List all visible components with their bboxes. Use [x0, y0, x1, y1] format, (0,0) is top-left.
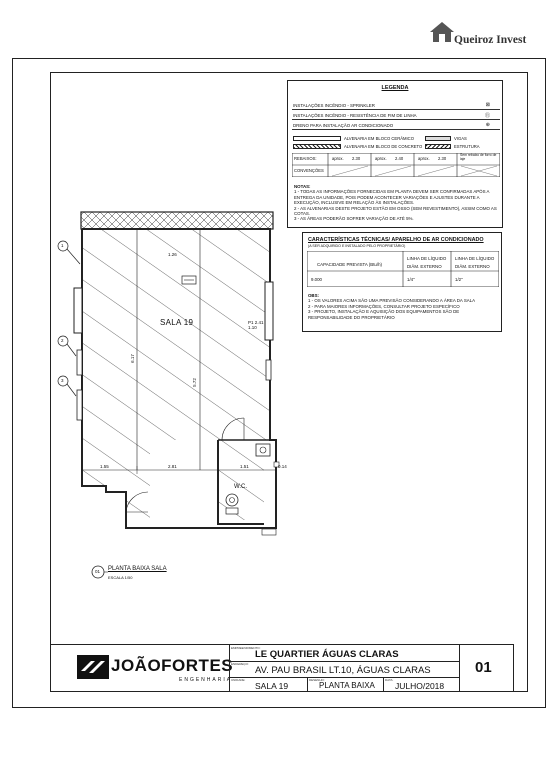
sink-icon [256, 444, 270, 456]
project-address: AV. PAU BRASIL LT.10, ÁGUAS CLARAS [255, 665, 431, 676]
ac-capacity: 9.000 [311, 277, 322, 282]
dim-wc-side: 0.14 [278, 464, 287, 469]
pillar-right [265, 282, 273, 340]
window-left-2 [77, 350, 82, 375]
plan-caption: PLANTA BAIXA SALA [108, 566, 167, 572]
title-block: JOÃOFORTES ENGENHARIA EMPREENDIMENTO: ENDEREÇO: UNIDADE: DESENHO: DATA: LE QUARTIER ÁGUAS CLARAS AV. PAU BRASIL LT.10, ÁGUAS CLARAS SALA 19 PLANTA BAIXA JULHO/2018 01 [50, 644, 514, 692]
structure-band [81, 212, 273, 229]
ac-title: CARACTERÍSTICAS TÉCNICAS/ APARELHO DE AR CONDICIONADO [308, 237, 484, 243]
dim-bottom-b: 2.81 [168, 464, 177, 469]
wc-label: W.C. [234, 484, 247, 490]
legend-row-dreno: DRENO PARA INSTALAÇÃO AR CONDICIONADO ⊕ [292, 121, 500, 130]
date-label: JULHO/2018 [395, 681, 445, 691]
dim-bottom-c: 1.51 [240, 464, 249, 469]
joaofortes-logo: JOÃOFORTES ENGENHARIA [77, 655, 217, 685]
ac-notes: OBS: 1 - OS VALORES ACIMA SÃO UMA PREVISÃO CONSIDERANDO A ÁREA DA SALA 2 - PARA MAIORES INFORMAÇÕES, CONSULTAR PROJETO ESPECÍFICO 3 - PROJETO, INSTALAÇÃO E AQUISIÇÃO DOS EQUIPAMENTOS SÃO DE RESPONSABILIDADE DO PROPRIETÁRIO [308, 293, 476, 320]
convencoes-label: CONVENÇÕES [294, 168, 324, 173]
joaofortes-logo-icon [77, 655, 109, 679]
room-hatch [82, 229, 270, 525]
ac-spec-box: CARACTERÍSTICAS TÉCNICAS/ APARELHO DE AR CONDICIONADO (A SER ADQUIRIDO E INSTALADO PELO PROPRIETÁRIO) CAPACIDADE PREVISTA (Btu/h) LINHA DE LÍQUIDO LINHA DE LÍQUIDO DIÂM. EXTERNO DIÂM. EXTERNO 9.000 1/4" 1/2" OBS: 1 - OS VALORES ACIMA SÃO UMA PREVISÃO CONSIDERANDO A ÁREA DA SALA 2 - PARA MAIORES INFORMAÇÕES, CONSULTAR PROJETO ESPECÍFICO 3 - PROJETO, INSTALAÇÃO E AQUISIÇÃO DOS EQUIPAMENTOS SÃO DE RESPONSABILIDADE DO PROPRIETÁRIO [302, 232, 502, 332]
sheet-number: 01 [475, 659, 492, 676]
unit-label: SALA 19 [255, 681, 289, 691]
sprinkler-icon: ⊠ [485, 102, 490, 108]
resistance-icon: Ⓡ [484, 113, 490, 119]
frame-right [266, 360, 271, 380]
dim-center: 5.72 [191, 378, 197, 387]
swatch-bloco-ceramico [293, 136, 341, 141]
rebaixos-label: REBAIXOS: [294, 156, 317, 161]
legend-row-sprinkler: INSTALAÇÕES INCÊNDIO - SPRINKLER ⊠ [292, 101, 500, 110]
project-name: LE QUARTIER ÁGUAS CLARAS [255, 649, 399, 660]
swatch-estrutura [425, 144, 451, 149]
legend-row-resistencia: INSTALAÇÕES INCÊNDIO - RESISTÊNCIA DE FIM DE LINHA Ⓡ [292, 111, 500, 120]
dim-left: 6.17 [129, 354, 135, 363]
marker-3: 3 [61, 378, 64, 383]
dim-top: 1.26 [168, 252, 177, 257]
brand-name: Queiroz Invest [454, 34, 527, 46]
plan-scale: ESCALA 1/50 [108, 575, 133, 580]
drawing-label: PLANTA BAIXA [319, 681, 375, 690]
room-label: SALA 19 [160, 318, 194, 327]
drain-icon: ⊕ [485, 122, 490, 128]
marker-2: 2 [61, 338, 64, 343]
window-left-3 [77, 390, 82, 420]
legend-notes: NOTAS: 1 - TODAS AS INFORMAÇÕES FORNECIDAS EM PLANTA DEVEM SER CONFIRMADAS APÓS A ENTREGA DA UNIDADE, POIS PODEM ACONTECER VARIAÇÕES E AJUSTES DURANTE A EXECUÇÃO, INCLUSIVE EM RELAÇÃO ÀS INSTALAÇÕES. 2 - AS ALVENARIAS DESTE PROJETO ESTÃO EM OSSO (SEM REVESTIMENTO), ASSIM COMO AS COTAS. 3 - AS ÁREAS PODERÃO SOFRER VARIAÇÃO DE ATÉ 5%. [294, 184, 497, 222]
dim-right: P1 2.41 1.10 [248, 320, 264, 330]
dim-bottom-a: 1.55 [100, 464, 109, 469]
swatch-bloco-concreto [293, 144, 341, 149]
caption-number: 01 [95, 569, 101, 574]
legend-box: LEGENDA INSTALAÇÕES INCÊNDIO - SPRINKLER ⊠ INSTALAÇÕES INCÊNDIO - RESISTÊNCIA DE FIM DE LINHA Ⓡ DRENO PARA INSTALAÇÃO AR CONDICIONADO ⊕ ALVENARIA EM BLOCO CERÂMICO VIGAS ALVENARIA EM BLOCO DE CONCRETO ESTRUTURA REBAIXOS: aprox. 2.30 aprox. 2.40 aprox. 2.30 Sem rebaixo de forro de laje CONVENÇÕES NOTAS: 1 - TODAS AS INFORMAÇÕES FORNECIDAS EM PLANTA DEVEM SER CONFIRMADAS APÓS A ENTREGA DA UNIDADE, POIS PODEM ACONTECER VARIAÇÕES E AJUSTES DURANTE A EXECUÇÃO, INCLUSIVE EM RELAÇÃO ÀS INSTALAÇÕES. 2 - AS ALVENARIAS DESTE PROJETO ESTÃO EM OSSO (SEM REVESTIMENTO), ASSIM COMO AS COTAS. 3 - AS ÁREAS PODERÃO SOFRER VARIAÇÃO DE ATÉ 5%. [287, 80, 503, 228]
toilet-icon [226, 494, 238, 506]
swatch-vigas [425, 136, 451, 141]
marker-1: 1 [61, 243, 64, 248]
legend-title: LEGENDA [381, 85, 409, 91]
window-left-1 [74, 288, 82, 333]
